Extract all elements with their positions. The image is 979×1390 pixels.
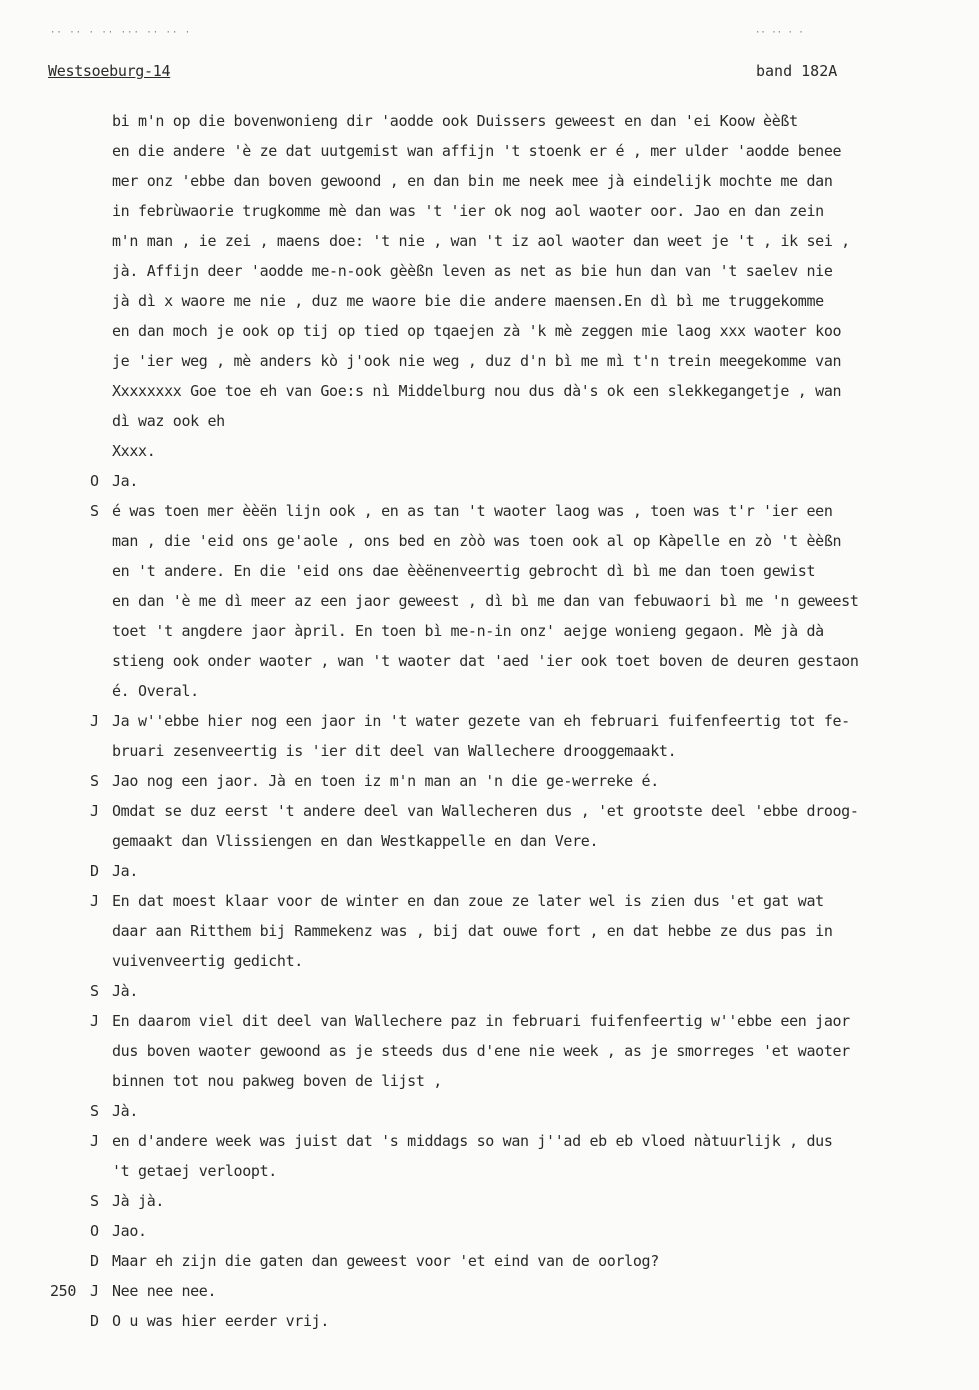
- transcript-line: [0, 886, 979, 916]
- line-text: bi m'n op die bovenwonieng dir 'aodde ook Duissers geweest en dan 'ei Koow èèßt: [112, 112, 798, 130]
- line-text: dì waz ook eh: [112, 412, 225, 430]
- line-text: Jà.: [112, 982, 139, 1000]
- transcript-line: [0, 1306, 979, 1336]
- speaker-label: O: [90, 1222, 99, 1240]
- line-text: Omdat se duz eerst 't andere deel van Wallecheren dus , 'et grootste deel 'ebbe droog-: [112, 802, 859, 820]
- transcript-line: [0, 646, 979, 676]
- transcript-line: [0, 586, 979, 616]
- speaker-label: S: [90, 1102, 99, 1120]
- transcript-line: [0, 286, 979, 316]
- line-text: Maar eh zijn die gaten dan geweest voor 'et eind van de oorlog?: [112, 1252, 659, 1270]
- transcript-line: [0, 1156, 979, 1186]
- transcript-line: [0, 166, 979, 196]
- line-text: m'n man , ie zei , maens doe: 't nie , wan 't iz aol waoter dan weet je 't , ik sei ,: [112, 232, 850, 250]
- speaker-label: D: [90, 1252, 99, 1270]
- document-title: Westsoeburg-14: [48, 62, 171, 80]
- line-text: daar aan Ritthem bij Rammekenz was , bij dat ouwe fort , en dat hebbe ze dus pas in: [112, 922, 833, 940]
- speaker-label: O: [90, 472, 99, 490]
- transcript-line: [0, 256, 979, 286]
- line-text: je 'ier weg , mè anders kò j'ook nie weg , duz d'n bì me mì t'n trein meegekomme van: [112, 352, 842, 370]
- line-text: jà dì x waore me nie , duz me waore bie die andere maensen.En dì bì me truggekomme: [112, 292, 824, 310]
- transcript-line: [0, 106, 979, 136]
- line-text: Nee nee nee.: [112, 1282, 217, 1300]
- speaker-label: J: [90, 1282, 99, 1300]
- speaker-label: D: [90, 1312, 99, 1330]
- transcript-line: [0, 526, 979, 556]
- line-text: stieng ook onder waoter , wan 't waoter dat 'aed 'ier ook toet boven de deuren gestaon: [112, 652, 859, 670]
- line-text: en dan 'è me dì meer az een jaor geweest , dì bì me dan van febuwaori bì me 'n geweest: [112, 592, 859, 610]
- line-text: en d'andere week was juist dat 's middags so wan j''ad eb eb vloed nàtuurlijk , dus: [112, 1132, 833, 1150]
- line-text: Xxxxxxxx Goe toe eh van Goe:s nì Middelburg nou dus dà's ok een slekkegangetje , wan: [112, 382, 842, 400]
- transcript-line: [0, 676, 979, 706]
- transcript-line: [0, 766, 979, 796]
- line-text: é. Overal.: [112, 682, 199, 700]
- transcript-line: [0, 1246, 979, 1276]
- line-number: 250: [50, 1282, 77, 1300]
- transcript-line: [0, 856, 979, 886]
- line-text: en dan moch je ook op tij op tied op tqaejen zà 'k mè zeggen mie laog xxx waoter koo: [112, 322, 842, 340]
- transcript-line: [0, 1096, 979, 1126]
- scan-speckle: ·· ·· · ·· ··· ·· ·· ·: [50, 28, 192, 38]
- transcript-line: [0, 1066, 979, 1096]
- transcript-line: [0, 376, 979, 406]
- line-text: mer onz 'ebbe dan boven gewoond , en dan bin me neek mee jà eindelijk mochte me dan: [112, 172, 833, 190]
- transcript-line: [0, 1036, 979, 1066]
- transcript-line: [0, 616, 979, 646]
- line-text: O u was hier eerder vrij.: [112, 1312, 330, 1330]
- speaker-label: J: [90, 712, 99, 730]
- line-text: Jà jà.: [112, 1192, 165, 1210]
- line-text: man , die 'eid ons ge'aole , ons bed en zòò was toen ook al op Kàpelle en zò 't èèßn: [112, 532, 842, 550]
- speaker-label: J: [90, 802, 99, 820]
- speaker-label: S: [90, 772, 99, 790]
- transcript-line: [0, 736, 979, 766]
- transcript-line: [0, 826, 979, 856]
- speaker-label: J: [90, 1012, 99, 1030]
- speaker-label: S: [90, 982, 99, 1000]
- line-text: vuivenveertig gedicht.: [112, 952, 303, 970]
- transcript-line: [0, 466, 979, 496]
- transcript-line: [0, 136, 979, 166]
- line-text: Jà.: [112, 1102, 139, 1120]
- transcript-line: [0, 436, 979, 466]
- transcript-line: [0, 496, 979, 526]
- band-label: band 182A: [756, 62, 838, 80]
- speaker-label: J: [90, 892, 99, 910]
- line-text: é was toen mer èèën lijn ook , en as tan 't waoter laog was , toen was t'r 'ier een: [112, 502, 833, 520]
- transcript-line: [0, 316, 979, 346]
- line-text: binnen tot nou pakweg boven de lijst ,: [112, 1072, 442, 1090]
- transcript-line: [0, 946, 979, 976]
- speaker-label: S: [90, 1192, 99, 1210]
- transcript-line: [0, 1216, 979, 1246]
- line-text: Jao nog een jaor. Jà en toen iz m'n man an 'n die ge-werreke é.: [112, 772, 659, 790]
- transcript-line: [0, 1006, 979, 1036]
- line-text: En dat moest klaar voor de winter en dan zoue ze later wel is zien dus 'et gat wat: [112, 892, 824, 910]
- line-text: gemaakt dan Vlissiengen en dan Westkappelle en dan Vere.: [112, 832, 599, 850]
- speaker-label: S: [90, 502, 99, 520]
- line-text: en die andere 'è ze dat uutgemist wan affijn 't stoenk er é , mer ulder 'aodde benee: [112, 142, 842, 160]
- transcript-line: [0, 406, 979, 436]
- transcript-body: [0, 106, 979, 1336]
- line-text: bruari zesenveertig is 'ier dit deel van Wallechere drooggemaakt.: [112, 742, 677, 760]
- line-text: jà. Affijn deer 'aodde me-n-ook gèèßn leven as net as bie hun dan van 't saelev nie: [112, 262, 833, 280]
- transcript-line: [0, 556, 979, 586]
- line-text: in febrùwaorie trugkomme mè dan was 't 'ier ok nog aol waoter oor. Jao en dan zein: [112, 202, 824, 220]
- transcript-line: [0, 196, 979, 226]
- line-text: toet 't angdere jaor àpril. En toen bì me-n-in onz' aejge wonieng gegaon. Mè jà dà: [112, 622, 824, 640]
- transcript-line: [0, 1276, 979, 1306]
- line-text: 't getaej verloopt.: [112, 1162, 277, 1180]
- speaker-label: D: [90, 862, 99, 880]
- transcript-line: [0, 796, 979, 826]
- transcript-line: [0, 1186, 979, 1216]
- scan-speckle: ·· ·· · ·: [755, 28, 804, 38]
- transcript-line: [0, 976, 979, 1006]
- line-text: en 't andere. En die 'eid ons dae èèënenveertig gebrocht dì bì me dan toen gewist: [112, 562, 816, 580]
- transcript-line: [0, 1126, 979, 1156]
- line-text: Ja.: [112, 862, 139, 880]
- line-text: En daarom viel dit deel van Wallechere paz in februari fuifenfeertig w''ebbe een jaor: [112, 1012, 850, 1030]
- transcript-line: [0, 346, 979, 376]
- transcript-line: [0, 706, 979, 736]
- line-text: Jao.: [112, 1222, 147, 1240]
- speaker-label: J: [90, 1132, 99, 1150]
- transcript-line: [0, 226, 979, 256]
- line-text: Ja w''ebbe hier nog een jaor in 't water gezete van eh februari fuifenfeertig tot fe-: [112, 712, 850, 730]
- line-text: Ja.: [112, 472, 139, 490]
- line-text: dus boven waoter gewoond as je steeds dus d'ene nie week , as je smorreges 'et waoter: [112, 1042, 850, 1060]
- line-text: Xxxx.: [112, 442, 156, 460]
- transcript-line: [0, 916, 979, 946]
